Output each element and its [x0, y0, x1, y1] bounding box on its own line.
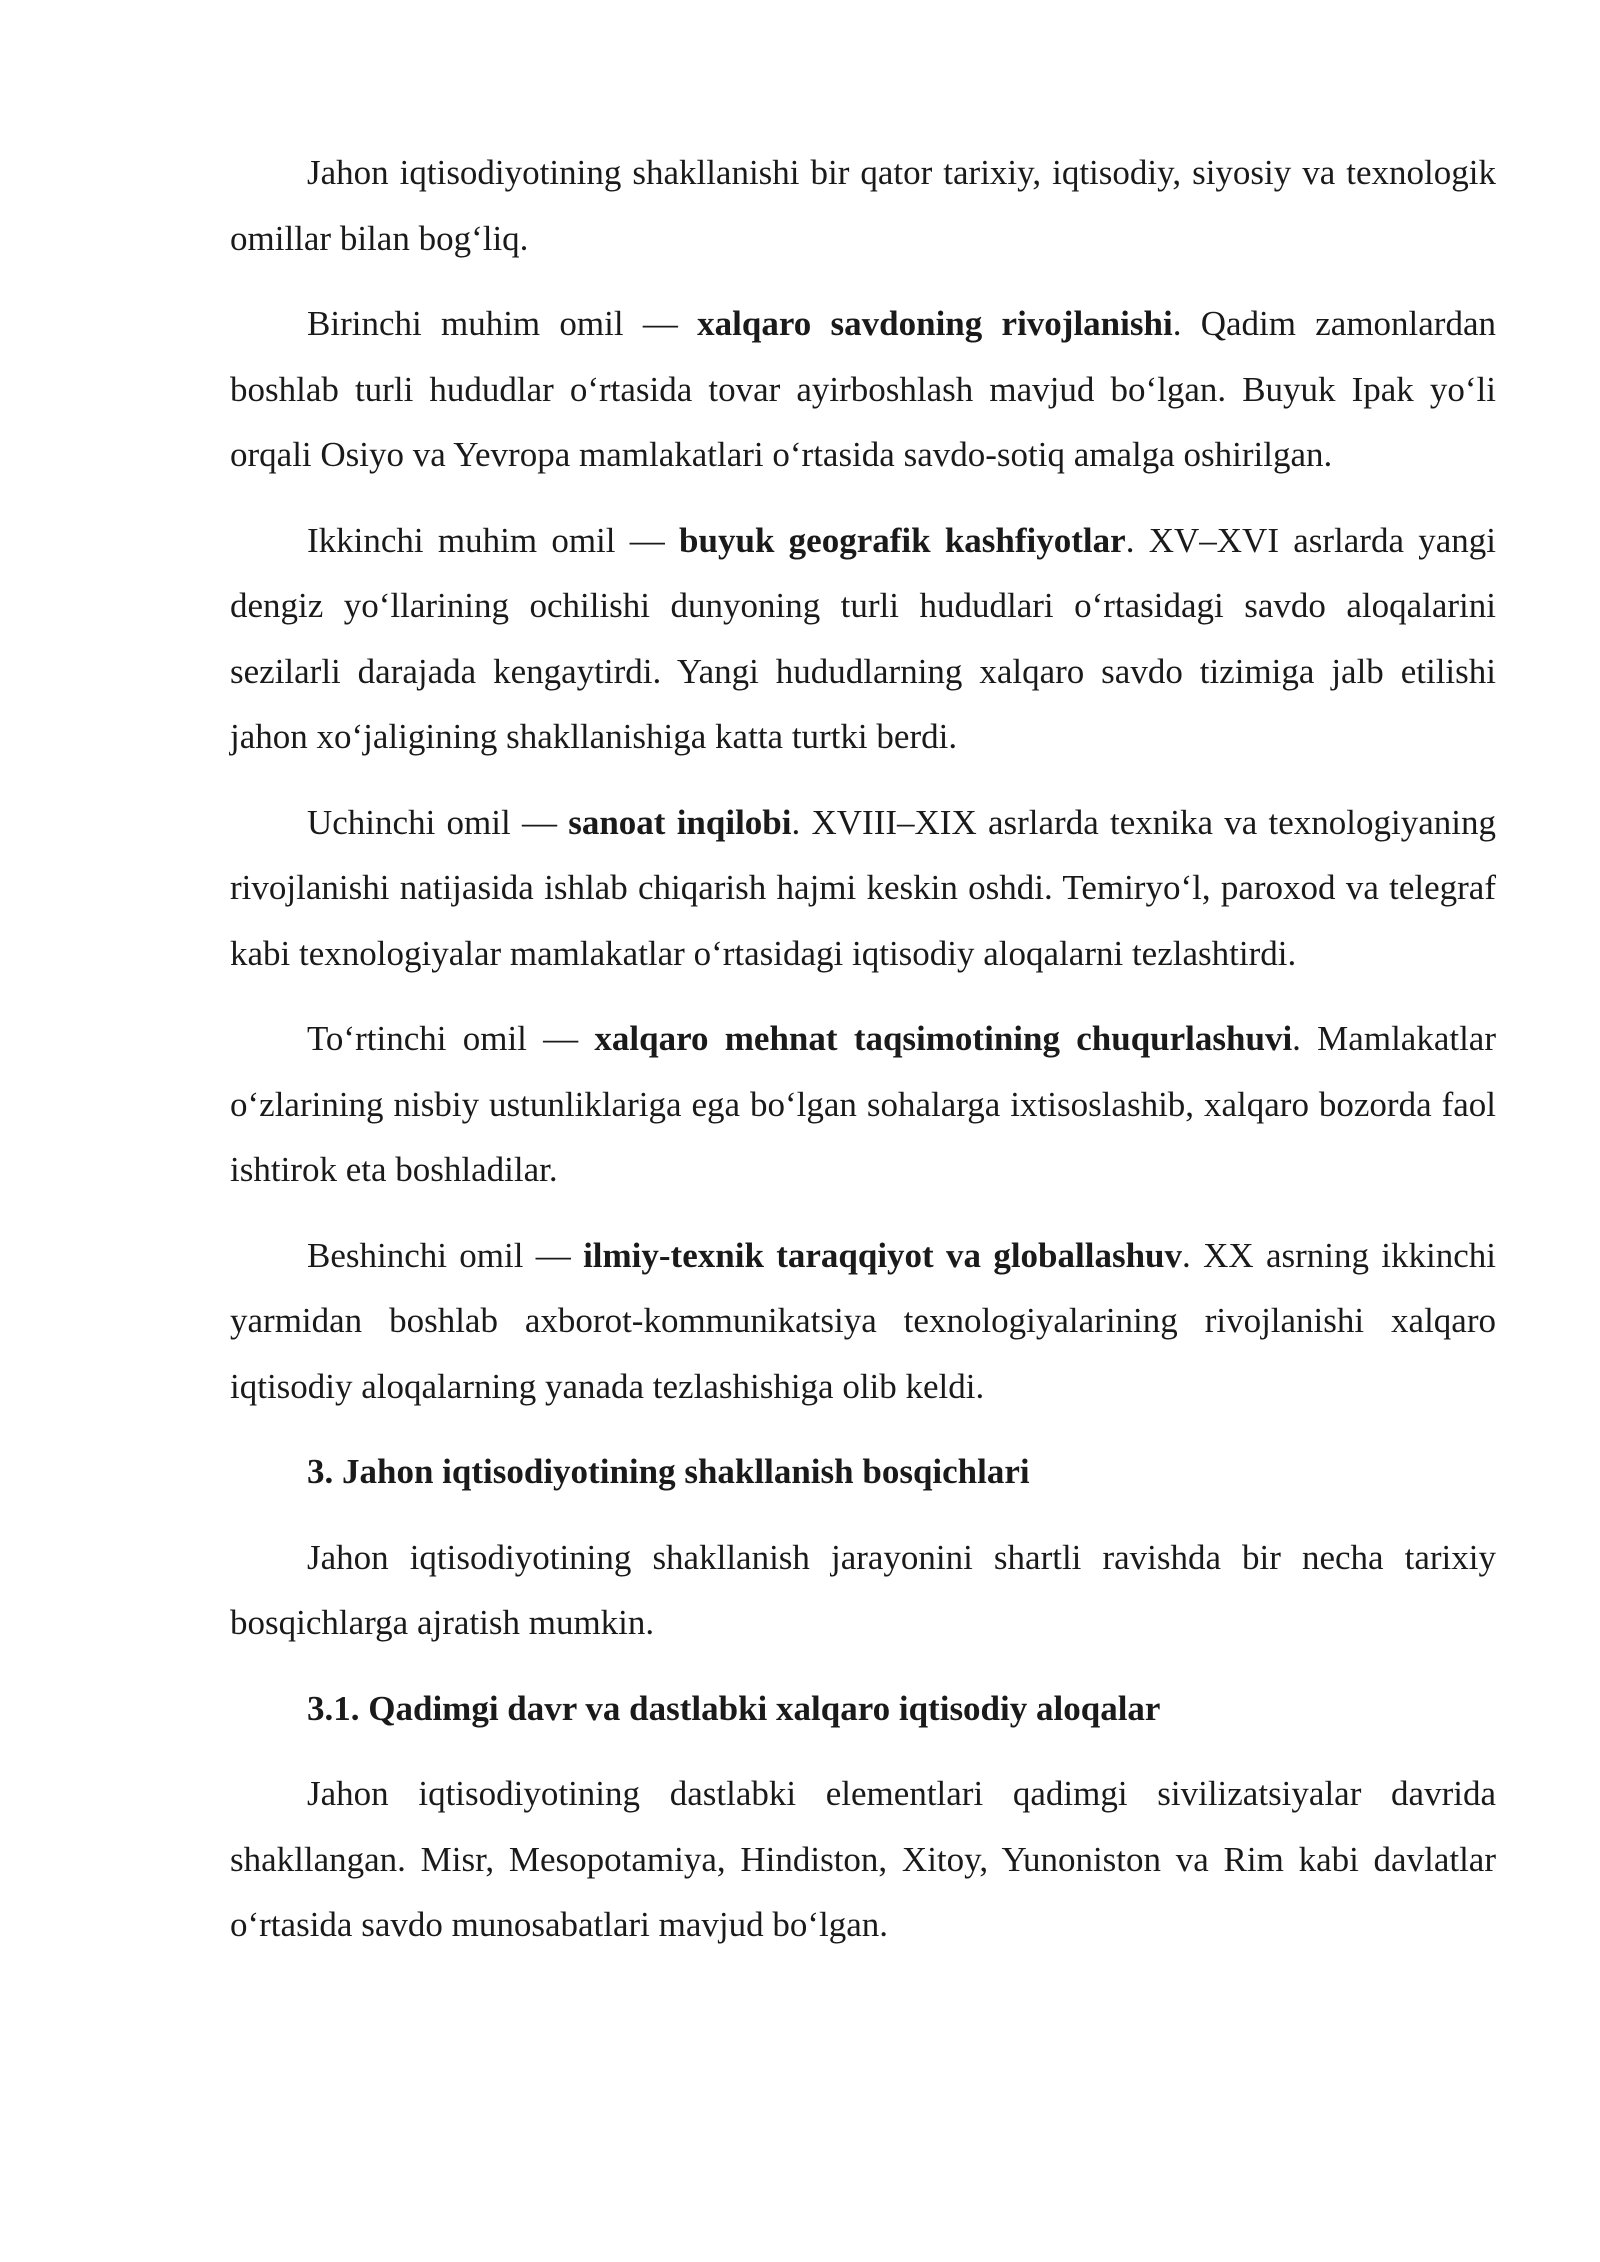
paragraph-factor-1	[230, 291, 1496, 488]
paragraph-factor-4	[230, 1006, 1496, 1203]
section-heading-3-1	[230, 1676, 1496, 1742]
paragraph-factor-1-lead: Birinchi muhim omil —	[307, 304, 698, 343]
paragraph-ancient-period-text: Jahon iqtisodiyotining dastlabki elementlari qadimgi sivilizatsiyalar davrida shakllangan. Misr, Mesopotamiya, Hindiston, Xitoy, Yunoniston va Rim kabi davlatlar o‘rtasida savdo munosabatlari mavjud bo‘lgan.	[230, 1774, 1496, 1944]
section-heading-3	[230, 1439, 1496, 1505]
paragraph-factor-3-lead: Uchinchi omil —	[307, 802, 569, 842]
paragraph-intro-text: Jahon iqtisodiyotining shakllanishi bir qator tarixiy, iqtisodiy, siyosiy va texnologik omillar bilan bog‘liq.	[230, 153, 1496, 258]
paragraph-factor-2-lead: Ikkinchi muhim omil —	[307, 520, 680, 560]
paragraph-factor-2-term: buyuk geografik kashfiyotlar	[679, 520, 1126, 560]
paragraph-factor-2	[230, 508, 1496, 770]
section-heading-3-1-text: 3.1. Qadimgi davr va dastlabki xalqaro iqtisodiy aloqalar	[307, 1688, 1161, 1728]
paragraph-factor-1-term: xalqaro savdoning rivojlanishi	[697, 304, 1173, 343]
paragraph-stages-intro-text: Jahon iqtisodiyotining shakllanish jarayonini shartli ravishda bir necha tarixiy bosqichlarga ajratish mumkin.	[230, 1537, 1496, 1642]
paragraph-factor-5-body: . XX asrning ikkinchi yarmidan boshlab axborot-kommunikatsiya texnologiyalarining rivojlanishi xalqaro iqtisodiy aloqalarning yanada tezlashishiga olib keldi.	[230, 1235, 1496, 1406]
paragraph-intro	[230, 140, 1496, 271]
paragraph-factor-4-term: xalqaro mehnat taqsimotining chuqurlashuvi	[594, 1019, 1293, 1058]
section-heading-3-text: 3. Jahon iqtisodiyotining shakllanish bosqichlari	[307, 1452, 1030, 1491]
paragraph-factor-3-term: sanoat inqilobi	[568, 802, 792, 842]
paragraph-ancient-period	[230, 1761, 1496, 1958]
paragraph-factor-5	[230, 1223, 1496, 1420]
paragraph-factor-3-body: . XVIII–XIX asrlarda texnika va texnologiyaning rivojlanishi natijasida ishlab chiqarish hajmi keskin oshdi. Temiryo‘l, paroxod va telegraf kabi texnologiyalar mamlakatlar o‘rtasidagi iqtisodiy aloqalarni tezlashtirdi.	[230, 802, 1496, 973]
paragraph-factor-4-body: . Mamlakatlar o‘zlarining nisbiy ustunliklariga ega bo‘lgan sohalarga ixtisoslashib, xalqaro bozorda faol ishtirok eta boshladilar.	[230, 1019, 1496, 1189]
paragraph-factor-5-lead: Beshinchi omil —	[307, 1235, 584, 1275]
paragraph-stages-intro	[230, 1525, 1496, 1656]
document-page	[230, 140, 1496, 1978]
paragraph-factor-4-lead: To‘rtinchi omil —	[307, 1019, 595, 1058]
paragraph-factor-1-body: . Qadim zamonlardan boshlab turli hududlar o‘rtasida tovar ayirboshlash mavjud bo‘lgan. Buyuk Ipak yo‘li orqali Osiyo va Yevropa mamlakatlari o‘rtasida savdo-sotiq amalga oshirilgan.	[230, 304, 1496, 474]
paragraph-factor-3	[230, 790, 1496, 987]
paragraph-factor-5-term: ilmiy-texnik taraqqiyot va globallashuv	[583, 1235, 1183, 1275]
paragraph-factor-2-body: . XV–XVI asrlarda yangi dengiz yo‘llarining ochilishi dunyoning turli hududlari o‘rtasidagi savdo aloqalarini sezilarli darajada kengaytirdi. Yangi hududlarning xalqaro savdo tizimiga jalb etilishi jahon xo‘jaligining shakllanishiga katta turtki berdi.	[230, 520, 1497, 756]
